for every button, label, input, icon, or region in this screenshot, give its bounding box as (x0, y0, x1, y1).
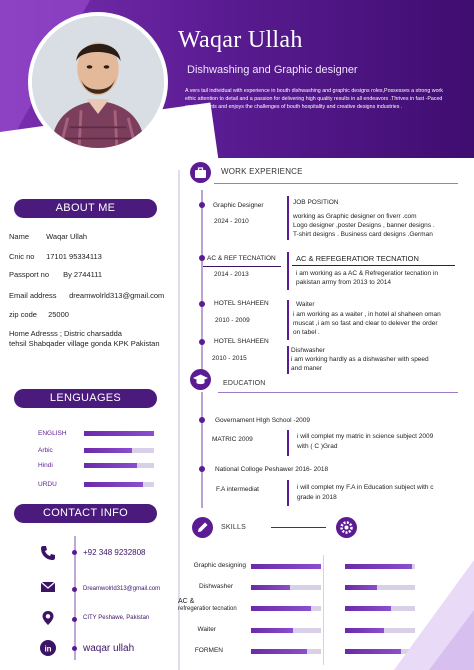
job-desc-line: working as Graphic designer on fiverr .com (293, 213, 417, 220)
edu-accent-bar (287, 480, 289, 506)
about-zip-label: zip code (9, 310, 37, 319)
skill-bar (251, 585, 321, 590)
skill-bar (251, 628, 321, 633)
job-desc-line: Logo designer ,poster Designs , banner designs . (293, 222, 435, 229)
job-title: HOTEL SHAHEEN (214, 338, 269, 345)
edu-degree: MATRIC 2009 (212, 436, 253, 443)
about-email-value: dreamwolrld313@gmail.com (69, 291, 165, 300)
job-dates: 2010 - 2015 (212, 355, 247, 362)
about-email-label: Email address (9, 291, 57, 300)
job-dates: 2014 - 2013 (214, 271, 249, 278)
edu-desc-line: with ( C )Grad (297, 443, 338, 450)
about-zip-value: 25000 (48, 310, 69, 319)
job-desc-line: i am working as a AC & Refregeratior tecnation in (296, 270, 438, 277)
job-accent-bar (287, 196, 289, 240)
language-level-bar (84, 463, 154, 468)
skill-fill (251, 649, 307, 654)
timeline-dot (199, 301, 205, 307)
about-cnic-label: Cnic no (9, 252, 35, 261)
job-desc-line: and maner (291, 365, 323, 372)
contact-dot (72, 550, 77, 555)
location-pin-icon (40, 610, 56, 626)
graduation-cap-icon (190, 369, 211, 390)
timeline-dot (199, 417, 205, 423)
education-heading: EDUCATION (223, 380, 266, 387)
skill-fill (251, 606, 311, 611)
pencil-icon (192, 517, 213, 538)
svg-text:in: in (44, 644, 52, 654)
about-passport-row (9, 270, 102, 279)
about-passport-value: By 2744111 (63, 270, 103, 279)
job-desc-line: on tabel . (293, 329, 320, 336)
job-title: HOTEL SHAHEEN (214, 300, 269, 307)
contact-phone[interactable]: +92 348 9232808 (83, 548, 146, 557)
contact-email[interactable]: Dreamwolrld313@gmail.com (83, 586, 161, 592)
about-name-value: Waqar Ullah (46, 232, 88, 241)
edu-degree: F.A intermediat (216, 486, 259, 493)
job-heading: AC & REFEGERATIOR TECNATION (296, 254, 419, 263)
contact-dot (72, 587, 77, 592)
job-desc-line: muscat ,i am so fast and clear to delever the order (293, 320, 438, 327)
language-name: Hindi (38, 462, 53, 469)
about-name-row (9, 232, 87, 241)
skill-bar (251, 649, 321, 654)
profile-summary: A vers tail individual with experience in bouth dishwashing and graphic designs roles,Possesses a strong work ethic attention to detail and a passion for delivering high quality results in all endeavors .Thrives in fast -Paced environments and enjoys the challenges of bouth hospitality and creative designs industries . (185, 88, 443, 110)
about-name-label: Name (9, 232, 30, 241)
person-role: Dishwashing and Graphic designer (187, 64, 358, 76)
job-accent-bar (287, 252, 289, 290)
about-email-row (9, 291, 164, 300)
job-dates: 2010 - 2009 (215, 317, 250, 324)
job-desc-line: i am working hardly as a dishwasher with speed (291, 356, 429, 363)
skill-name: Graphic designing (193, 562, 246, 569)
about-zip-row (9, 310, 69, 319)
briefcase-icon (190, 162, 211, 183)
skill-bar (251, 564, 321, 569)
about-cnic-row (9, 252, 102, 261)
contact-city: CITY Peshawe, Pakistan (83, 615, 150, 621)
work-timeline-line (201, 190, 203, 373)
timeline-dot (199, 466, 205, 472)
language-level-bar (84, 431, 154, 436)
job-accent-bar (287, 346, 289, 374)
job-desc-line: i am working as a waiter , in hotel al shaheen oman (293, 311, 441, 318)
edu-accent-bar (287, 430, 289, 456)
language-level-fill (84, 431, 154, 436)
profile-photo (28, 12, 168, 152)
about-passport-label: Passport no (9, 270, 50, 279)
skill-name: Waiter (197, 626, 216, 633)
job-heading: JOB POSITION (293, 199, 339, 206)
edu-school: Governament HIgh School -2009 (215, 417, 311, 424)
skill-fill (345, 585, 377, 590)
skill-fill (251, 564, 321, 569)
language-level-fill (84, 463, 137, 468)
timeline-dot (199, 339, 205, 345)
linkedin-icon[interactable] (40, 640, 56, 656)
about-me-heading: ABOUT ME (14, 199, 157, 218)
skill-fill (345, 649, 401, 654)
skill-fill (345, 628, 384, 633)
section-rule (214, 183, 458, 184)
section-rule (218, 392, 458, 393)
languages-heading: LENGUAGES (14, 389, 157, 408)
job-dates: 2024 - 2010 (214, 218, 249, 225)
job-underline (203, 266, 281, 267)
skill-name: FORMEN (194, 647, 223, 654)
job-heading: Waiter (296, 301, 315, 308)
contact-heading: CONTACT INFO (14, 504, 157, 523)
contact-dot (72, 617, 77, 622)
language-name: ENGLISH (38, 430, 67, 437)
person-name: Waqar Ullah (178, 27, 303, 53)
edu-school: National Colloge Peshawer 2016- 2018 (215, 466, 329, 473)
skill-name: AC & (178, 598, 195, 605)
language-level-fill (84, 482, 143, 487)
corner-decoration (429, 610, 474, 670)
job-heading-underline (292, 265, 455, 266)
job-title: AC & REF TECNATION (207, 255, 276, 262)
language-level-bar (84, 482, 154, 487)
education-timeline-line (201, 392, 203, 508)
skill-fill (251, 628, 293, 633)
job-desc-line: pakistan army from 2013 to 2014 (296, 279, 392, 286)
skills-divider (323, 555, 324, 665)
contact-dot (72, 646, 77, 651)
language-name: URDU (38, 481, 57, 488)
email-icon (40, 579, 56, 595)
job-desc-line: T-shirt designs . Business card designs .German (293, 231, 433, 238)
about-home-line2: tehsil Shabqader village gonda KPK Pakistan (9, 339, 160, 348)
skills-heading: SKILLS (221, 524, 246, 531)
skill-name-line2: refregeratior tecnation (178, 606, 237, 612)
skill-name: Dishwasher (199, 583, 233, 590)
contact-linkedin[interactable]: waqar ullah (83, 643, 135, 654)
skill-fill (345, 606, 391, 611)
timeline-dot (199, 255, 205, 261)
skills-rule (271, 527, 326, 528)
column-divider (178, 170, 180, 670)
about-home-line1: Home Adresss ; Distric charsadda (9, 329, 122, 338)
job-heading: Dishwasher (291, 347, 325, 354)
language-level-fill (84, 448, 132, 453)
edu-desc-line: i will complet my matric in science subject 2009 (297, 433, 434, 440)
job-accent-bar (287, 300, 289, 340)
job-title: Graphic Designer (213, 202, 264, 209)
gear-icon (336, 517, 357, 538)
skill-fill (251, 585, 290, 590)
edu-desc-line: grade in 2018 (297, 494, 337, 501)
language-name: Arbic (38, 447, 53, 454)
about-cnic-value: 17101 95334113 (46, 252, 102, 261)
language-level-bar (84, 448, 154, 453)
timeline-dot (199, 202, 205, 208)
work-experience-heading: WORK EXPERIENCE (221, 167, 303, 176)
skill-bar (251, 606, 321, 611)
edu-desc-line: i will complet my F.A in Education subject with c (297, 484, 434, 491)
phone-icon (40, 545, 56, 561)
